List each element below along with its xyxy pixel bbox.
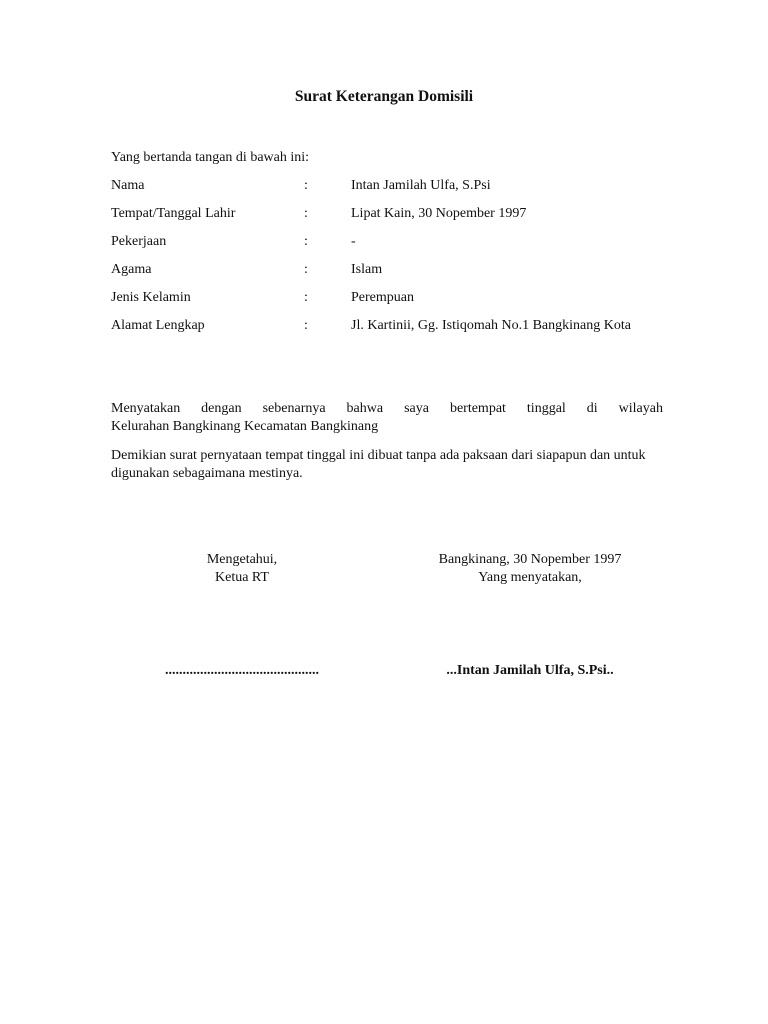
left-signatory-line-1: Mengetahui, — [206, 552, 278, 567]
field-label: Pekerjaan — [111, 234, 167, 249]
field-value: Islam — [351, 262, 383, 277]
left-signature-line: ............................................ — [165, 663, 319, 678]
right-signature-name: ...Intan Jamilah Ulfa, S.Psi.. — [446, 663, 614, 678]
field-label: Tempat/Tanggal Lahir — [111, 206, 236, 221]
intro-text: Yang bertanda tangan di bawah ini: — [111, 150, 310, 165]
field-label: Nama — [111, 178, 145, 193]
field-value: Intan Jamilah Ulfa, S.Psi — [351, 178, 491, 193]
field-colon: : — [304, 206, 308, 221]
left-signatory-line-2: Ketua RT — [215, 570, 269, 585]
statement-paragraph — [111, 400, 663, 436]
field-label: Jenis Kelamin — [111, 290, 191, 305]
closing-paragraph: Demikian surat pernyataan tempat tinggal ini dibuat tanpa ada paksaan dari siapapun dan untuk digunakan sebagaimana mestinya. — [111, 448, 646, 481]
field-colon: : — [304, 318, 308, 333]
field-label: Alamat Lengkap — [111, 318, 205, 333]
field-label: Agama — [111, 262, 152, 277]
statement-line-2: Kelurahan Bangkinang Kecamatan Bangkinang — [111, 419, 379, 434]
field-value: Lipat Kain, 30 Nopember 1997 — [351, 206, 527, 221]
field-value: Jl. Kartinii, Gg. Istiqomah No.1 Bangkinang Kota — [351, 318, 631, 333]
field-colon: : — [304, 234, 308, 249]
field-value: Perempuan — [351, 290, 414, 305]
right-signatory-line-2: Yang menyatakan, — [478, 570, 582, 585]
right-signatory-line-1: Bangkinang, 30 Nopember 1997 — [438, 552, 622, 567]
left-signatory-block — [142, 551, 342, 587]
field-colon: : — [304, 290, 308, 305]
field-colon: : — [304, 262, 308, 277]
statement-line-1: Menyatakan dengan sebenarnya bahwa saya bertempat tinggal di wilayah — [111, 401, 663, 416]
field-value: - — [351, 234, 356, 249]
field-colon: : — [304, 178, 308, 193]
right-signatory-block — [400, 551, 660, 587]
document-title: Surat Keterangan Domisili — [294, 88, 474, 105]
